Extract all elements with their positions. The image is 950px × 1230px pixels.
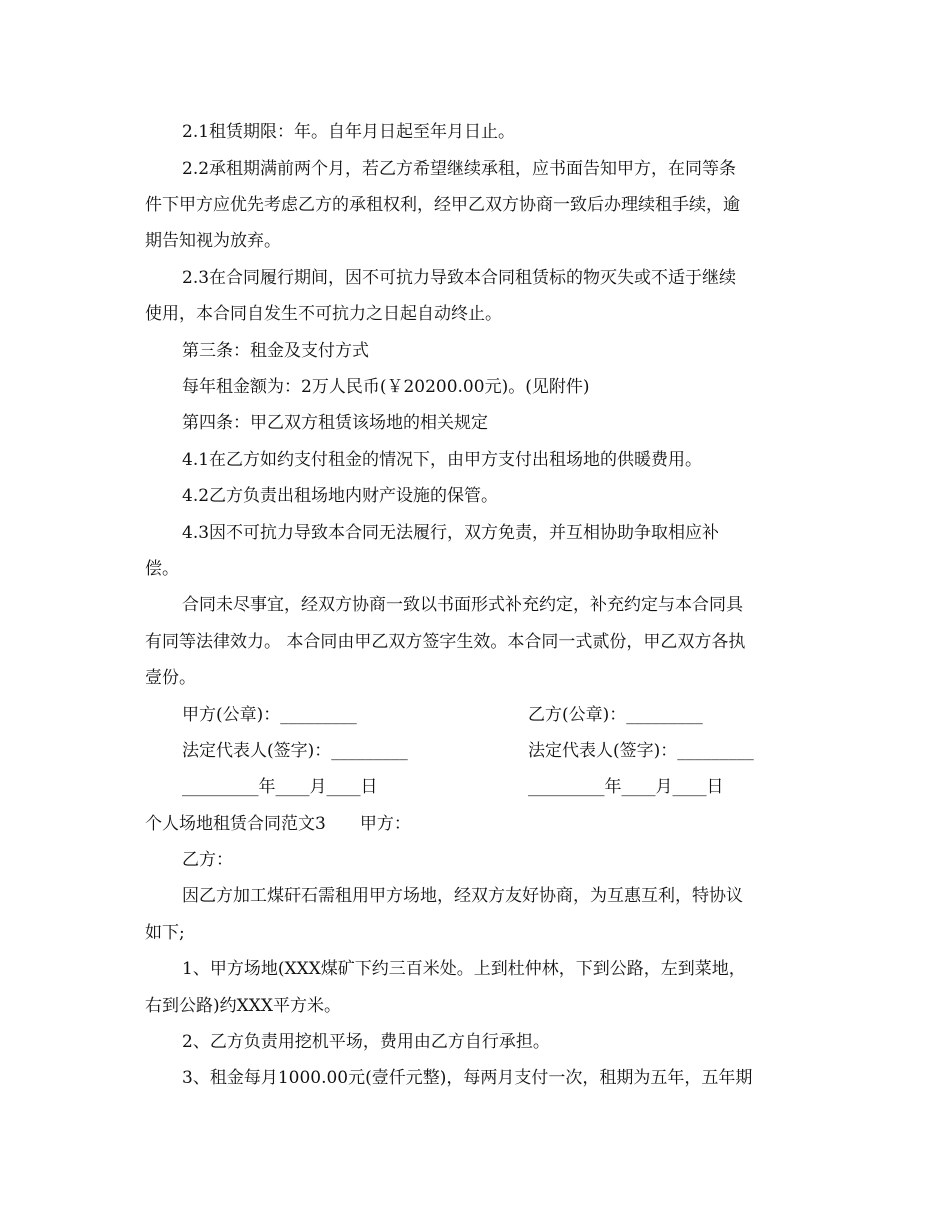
clause-2-2-line1: 2.2承租期满前两个月，若乙方希望继续承租，应书面告知甲方，在同等条 bbox=[182, 159, 737, 179]
party-a-rep: 法定代表人(签字)：_________ bbox=[182, 741, 408, 761]
item-1-line2: 右到公路)约XXX平方米。 bbox=[145, 996, 341, 1016]
article-4-heading: 第四条：甲乙双方租赁该场地的相关规定 bbox=[182, 413, 488, 433]
item-3: 3、租金每月1000.00元(壹仟元整)，每两月支付一次，租期为五年，五年期 bbox=[182, 1068, 753, 1088]
party-b-date: _________年____月____日 bbox=[528, 777, 724, 797]
clause-2-3-line1: 2.3在合同履行期间，因不可抗力导致本合同租赁标的物灭失或不适于继续 bbox=[182, 268, 737, 288]
clause-4-3-line1: 4.3因不可抗力导致本合同无法履行，双方免责，并互相协助争取相应补 bbox=[182, 523, 720, 543]
supplement-line3: 壹份。 bbox=[145, 668, 196, 688]
preamble-line1: 因乙方加工煤矸石需租用甲方场地，经双方友好协商，为互惠互利，特协议 bbox=[182, 886, 743, 906]
party-a-date: _________年____月____日 bbox=[182, 777, 378, 797]
preamble-line2: 如下; bbox=[145, 923, 185, 943]
clause-2-1: 2.1租赁期限：年。自年月日起至年月日止。 bbox=[182, 122, 516, 142]
clause-2-3-line2: 使用，本合同自发生不可抗力之日起自动终止。 bbox=[145, 304, 502, 324]
annual-rent: 每年租金额为：2万人民币(￥20200.00元)。(见附件) bbox=[182, 377, 590, 397]
clause-2-2-line3: 期告知视为放弃。 bbox=[145, 231, 281, 251]
supplement-line2: 有同等法律效力。 本合同由甲乙双方签字生效。本合同一式贰份，甲乙双方各执 bbox=[145, 632, 746, 652]
item-2: 2、乙方负责用挖机平场，费用由乙方自行承担。 bbox=[182, 1032, 550, 1052]
clause-4-3-line2: 偿。 bbox=[145, 559, 179, 579]
party-b-label: 乙方： bbox=[182, 850, 233, 870]
article-3-heading: 第三条：租金及支付方式 bbox=[182, 341, 369, 361]
item-1-line1: 1、甲方场地(XXX煤矿下约三百米处。上到杜仲林，下到公路，左到菜地， bbox=[182, 959, 746, 979]
party-a-seal: 甲方(公章)：_________ bbox=[182, 705, 357, 725]
clause-4-2: 4.2乙方负责出租场地内财产设施的保管。 bbox=[182, 486, 499, 506]
clause-2-2-line2: 件下甲方应优先考虑乙方的承租权利，经甲乙双方协商一致后办理续租手续，逾 bbox=[145, 195, 740, 215]
supplement-line1: 合同未尽事宜，经双方协商一致以书面形式补充约定，补充约定与本合同具 bbox=[182, 595, 743, 615]
party-b-rep: 法定代表人(签字)：_________ bbox=[528, 741, 754, 761]
party-b-seal: 乙方(公章)：_________ bbox=[528, 705, 703, 725]
clause-4-1: 4.1在乙方如约支付租金的情况下，由甲方支付出租场地的供暖费用。 bbox=[182, 450, 703, 470]
contract3-title: 个人场地租赁合同范文3 甲方： bbox=[145, 814, 411, 834]
